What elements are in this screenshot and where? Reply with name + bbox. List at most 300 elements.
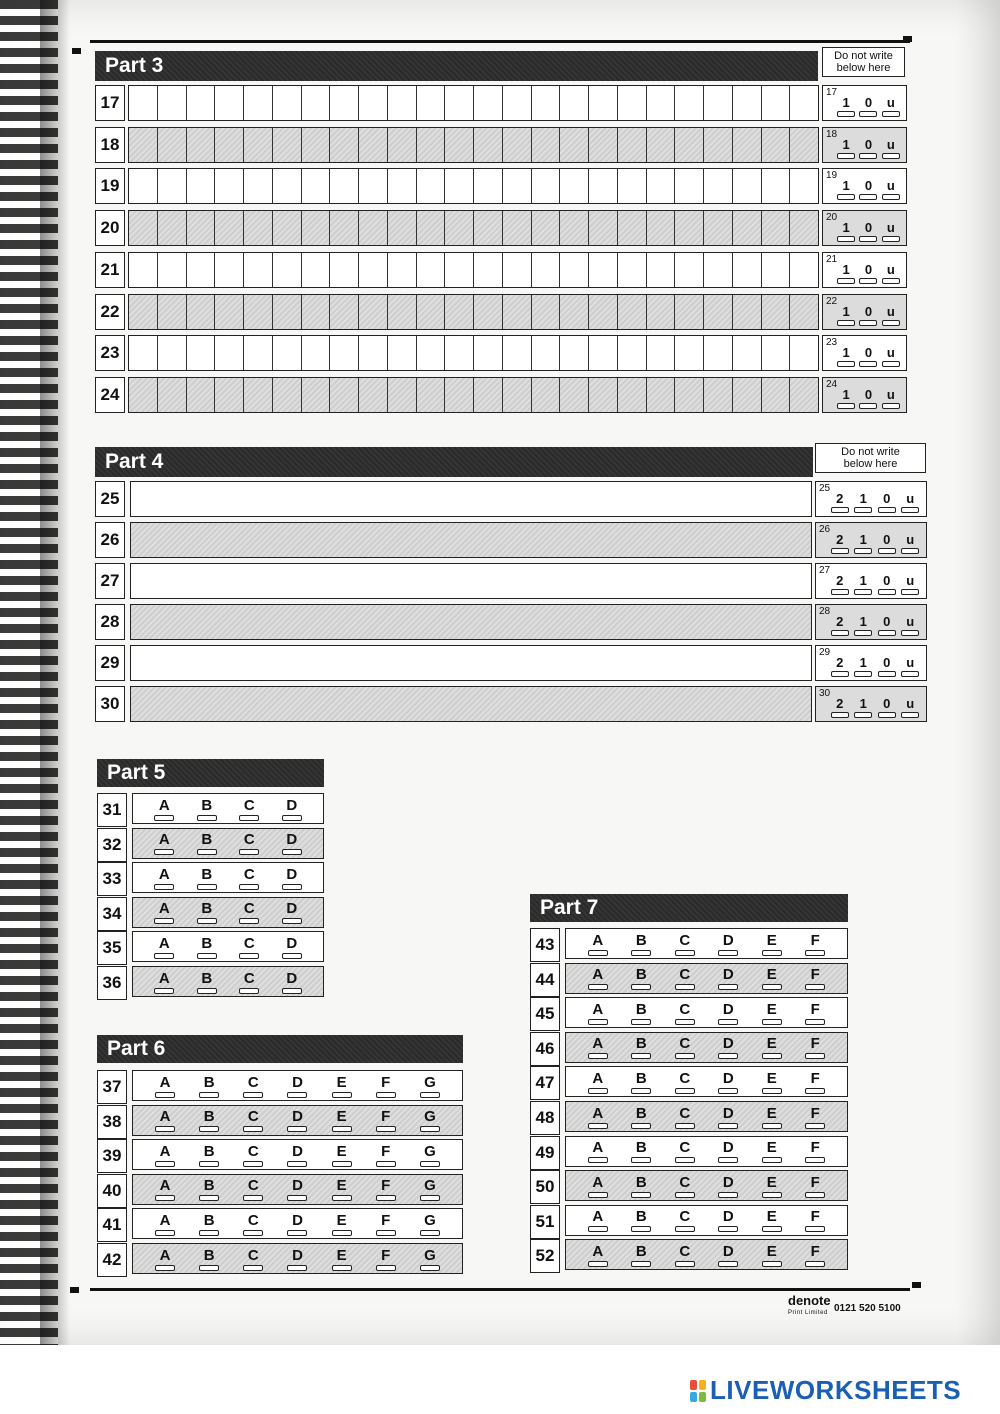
- letter-box[interactable]: [532, 86, 561, 120]
- choice-lozenge[interactable]: [154, 918, 174, 924]
- choice-lozenge[interactable]: [675, 1053, 695, 1059]
- written-answer-field[interactable]: [130, 645, 812, 681]
- letter-box[interactable]: [244, 169, 273, 203]
- choice-option[interactable]: [805, 932, 825, 956]
- choice-lozenge[interactable]: [762, 1019, 782, 1025]
- mark-option[interactable]: [878, 696, 896, 718]
- letter-box[interactable]: [704, 211, 733, 245]
- letter-box[interactable]: [330, 86, 359, 120]
- letter-box[interactable]: [273, 378, 302, 412]
- letter-box[interactable]: [244, 378, 273, 412]
- choice-lozenge[interactable]: [282, 815, 302, 821]
- choice-option[interactable]: [287, 1177, 307, 1201]
- choice-lozenge[interactable]: [675, 1019, 695, 1025]
- letter-box[interactable]: [445, 128, 474, 162]
- letter-box[interactable]: [618, 253, 647, 287]
- letter-box[interactable]: [244, 128, 273, 162]
- choice-lozenge[interactable]: [420, 1265, 440, 1271]
- choice-lozenge[interactable]: [376, 1195, 396, 1201]
- choice-lozenge[interactable]: [588, 1088, 608, 1094]
- letter-box[interactable]: [359, 253, 388, 287]
- choice-option[interactable]: [287, 1108, 307, 1132]
- choice-lozenge[interactable]: [588, 1019, 608, 1025]
- written-answer-field[interactable]: [130, 522, 812, 558]
- letter-box[interactable]: [790, 169, 818, 203]
- mark-option[interactable]: [831, 573, 849, 595]
- choice-lozenge[interactable]: [631, 1088, 651, 1094]
- letter-box[interactable]: [187, 295, 216, 329]
- mark-lozenge[interactable]: [882, 320, 900, 326]
- letter-box[interactable]: [302, 211, 331, 245]
- letter-box[interactable]: [388, 169, 417, 203]
- letter-box[interactable]: [790, 86, 818, 120]
- choice-option[interactable]: [243, 1108, 263, 1132]
- letter-box[interactable]: [790, 295, 818, 329]
- letter-box[interactable]: [762, 211, 791, 245]
- choice-option[interactable]: [154, 970, 174, 994]
- choice-option[interactable]: [762, 1174, 782, 1198]
- letter-box[interactable]: [532, 378, 561, 412]
- letter-box[interactable]: [330, 295, 359, 329]
- choice-lozenge[interactable]: [805, 1226, 825, 1232]
- choice-lozenge[interactable]: [199, 1126, 219, 1132]
- choice-option[interactable]: [197, 866, 217, 890]
- choice-option[interactable]: [588, 1070, 608, 1094]
- choice-lozenge[interactable]: [243, 1126, 263, 1132]
- letter-box[interactable]: [762, 169, 791, 203]
- choice-lozenge[interactable]: [675, 1088, 695, 1094]
- choice-option[interactable]: [762, 1070, 782, 1094]
- choice-option[interactable]: [332, 1247, 352, 1271]
- choice-lozenge[interactable]: [199, 1265, 219, 1271]
- choice-option[interactable]: [332, 1074, 352, 1098]
- choice-lozenge[interactable]: [197, 953, 217, 959]
- letter-box[interactable]: [790, 253, 818, 287]
- choice-option[interactable]: [631, 1070, 651, 1094]
- letter-box[interactable]: [187, 169, 216, 203]
- choice-lozenge[interactable]: [376, 1230, 396, 1236]
- mark-lozenge[interactable]: [831, 671, 849, 677]
- choice-lozenge[interactable]: [420, 1092, 440, 1098]
- choice-lozenge[interactable]: [762, 1226, 782, 1232]
- mark-option[interactable]: [859, 95, 877, 117]
- mark-lozenge[interactable]: [831, 712, 849, 718]
- letter-box[interactable]: [503, 378, 532, 412]
- choice-lozenge[interactable]: [631, 984, 651, 990]
- mark-option[interactable]: [859, 304, 877, 326]
- mark-option[interactable]: [837, 345, 855, 367]
- choice-lozenge[interactable]: [675, 950, 695, 956]
- choice-lozenge[interactable]: [282, 988, 302, 994]
- choice-option[interactable]: [718, 1139, 738, 1163]
- letter-box[interactable]: [675, 211, 704, 245]
- letter-box[interactable]: [733, 378, 762, 412]
- mark-lozenge[interactable]: [837, 320, 855, 326]
- choice-option[interactable]: [376, 1212, 396, 1236]
- letter-box[interactable]: [215, 128, 244, 162]
- letter-box[interactable]: [762, 128, 791, 162]
- letter-box[interactable]: [158, 336, 187, 370]
- letter-box[interactable]: [273, 86, 302, 120]
- choice-option[interactable]: [718, 1001, 738, 1025]
- choice-option[interactable]: [805, 1174, 825, 1198]
- choice-option[interactable]: [588, 966, 608, 990]
- mark-lozenge[interactable]: [878, 589, 896, 595]
- choice-lozenge[interactable]: [239, 988, 259, 994]
- mark-option[interactable]: [859, 178, 877, 200]
- choice-lozenge[interactable]: [762, 950, 782, 956]
- mark-option[interactable]: [859, 262, 877, 284]
- choice-lozenge[interactable]: [588, 1226, 608, 1232]
- letter-box[interactable]: [359, 295, 388, 329]
- mark-lozenge[interactable]: [882, 236, 900, 242]
- mark-lozenge[interactable]: [831, 507, 849, 513]
- choice-lozenge[interactable]: [588, 1192, 608, 1198]
- letter-box[interactable]: [445, 378, 474, 412]
- letter-box[interactable]: [560, 86, 589, 120]
- letter-box[interactable]: [589, 128, 618, 162]
- letter-box[interactable]: [675, 378, 704, 412]
- mark-option[interactable]: [837, 220, 855, 242]
- choice-option[interactable]: [243, 1074, 263, 1098]
- choice-option[interactable]: [588, 1035, 608, 1059]
- choice-lozenge[interactable]: [588, 1261, 608, 1267]
- choice-lozenge[interactable]: [243, 1161, 263, 1167]
- choice-option[interactable]: [243, 1247, 263, 1271]
- letter-box[interactable]: [704, 253, 733, 287]
- letter-box[interactable]: [359, 211, 388, 245]
- spelling-answer-row[interactable]: [128, 252, 819, 288]
- written-answer-field[interactable]: [130, 686, 812, 722]
- letter-box[interactable]: [445, 295, 474, 329]
- choice-lozenge[interactable]: [718, 1019, 738, 1025]
- letter-box[interactable]: [215, 211, 244, 245]
- choice-lozenge[interactable]: [243, 1195, 263, 1201]
- letter-box[interactable]: [532, 211, 561, 245]
- letter-box[interactable]: [675, 253, 704, 287]
- choice-option[interactable]: [282, 866, 302, 890]
- letter-box[interactable]: [187, 378, 216, 412]
- mark-lozenge[interactable]: [837, 236, 855, 242]
- mark-option[interactable]: [878, 573, 896, 595]
- choice-lozenge[interactable]: [588, 1053, 608, 1059]
- choice-lozenge[interactable]: [631, 1226, 651, 1232]
- mark-lozenge[interactable]: [882, 111, 900, 117]
- letter-box[interactable]: [187, 86, 216, 120]
- letter-box[interactable]: [417, 378, 446, 412]
- choice-lozenge[interactable]: [718, 1157, 738, 1163]
- choice-lozenge[interactable]: [243, 1230, 263, 1236]
- letter-box[interactable]: [733, 128, 762, 162]
- letter-box[interactable]: [359, 378, 388, 412]
- choice-option[interactable]: [805, 1105, 825, 1129]
- spelling-answer-row[interactable]: [128, 335, 819, 371]
- choice-lozenge[interactable]: [718, 1192, 738, 1198]
- choice-option[interactable]: [282, 831, 302, 855]
- choice-lozenge[interactable]: [631, 1053, 651, 1059]
- choice-option[interactable]: [420, 1143, 440, 1167]
- letter-box[interactable]: [187, 211, 216, 245]
- choice-option[interactable]: [199, 1074, 219, 1098]
- choice-lozenge[interactable]: [805, 984, 825, 990]
- mark-lozenge[interactable]: [854, 507, 872, 513]
- letter-box[interactable]: [503, 86, 532, 120]
- choice-option[interactable]: [199, 1108, 219, 1132]
- choice-option[interactable]: [718, 1208, 738, 1232]
- letter-box[interactable]: [388, 253, 417, 287]
- mark-lozenge[interactable]: [859, 403, 877, 409]
- choice-lozenge[interactable]: [805, 1053, 825, 1059]
- choice-option[interactable]: [282, 797, 302, 821]
- mark-lozenge[interactable]: [831, 589, 849, 595]
- choice-lozenge[interactable]: [675, 1123, 695, 1129]
- mark-option[interactable]: [882, 262, 900, 284]
- spelling-answer-row[interactable]: [128, 168, 819, 204]
- letter-box[interactable]: [215, 253, 244, 287]
- mark-lozenge[interactable]: [878, 671, 896, 677]
- letter-box[interactable]: [560, 295, 589, 329]
- choice-lozenge[interactable]: [239, 918, 259, 924]
- letter-box[interactable]: [388, 378, 417, 412]
- choice-option[interactable]: [588, 1105, 608, 1129]
- choice-option[interactable]: [376, 1108, 396, 1132]
- letter-box[interactable]: [302, 378, 331, 412]
- choice-lozenge[interactable]: [154, 988, 174, 994]
- choice-lozenge[interactable]: [155, 1092, 175, 1098]
- letter-box[interactable]: [503, 128, 532, 162]
- choice-option[interactable]: [805, 1070, 825, 1094]
- choice-option[interactable]: [631, 1174, 651, 1198]
- mark-option[interactable]: [901, 491, 919, 513]
- letter-box[interactable]: [704, 295, 733, 329]
- letter-box[interactable]: [445, 336, 474, 370]
- letter-box[interactable]: [790, 378, 818, 412]
- mark-option[interactable]: [901, 614, 919, 636]
- choice-lozenge[interactable]: [631, 1192, 651, 1198]
- letter-box[interactable]: [302, 253, 331, 287]
- letter-box[interactable]: [503, 211, 532, 245]
- letter-box[interactable]: [388, 86, 417, 120]
- mark-lozenge[interactable]: [837, 153, 855, 159]
- choice-option[interactable]: [155, 1212, 175, 1236]
- choice-lozenge[interactable]: [155, 1265, 175, 1271]
- choice-option[interactable]: [718, 1243, 738, 1267]
- choice-option[interactable]: [197, 935, 217, 959]
- choice-option[interactable]: [675, 1001, 695, 1025]
- letter-box[interactable]: [532, 295, 561, 329]
- mark-lozenge[interactable]: [859, 320, 877, 326]
- choice-lozenge[interactable]: [239, 815, 259, 821]
- mark-lozenge[interactable]: [878, 548, 896, 554]
- choice-lozenge[interactable]: [805, 950, 825, 956]
- choice-lozenge[interactable]: [588, 1157, 608, 1163]
- choice-option[interactable]: [588, 1001, 608, 1025]
- letter-box[interactable]: [158, 295, 187, 329]
- letter-box[interactable]: [733, 169, 762, 203]
- choice-option[interactable]: [718, 1105, 738, 1129]
- mark-lozenge[interactable]: [878, 630, 896, 636]
- letter-box[interactable]: [733, 86, 762, 120]
- letter-box[interactable]: [244, 295, 273, 329]
- mark-lozenge[interactable]: [831, 548, 849, 554]
- letter-box[interactable]: [215, 336, 244, 370]
- mark-option[interactable]: [878, 655, 896, 677]
- choice-lozenge[interactable]: [420, 1195, 440, 1201]
- choice-lozenge[interactable]: [155, 1126, 175, 1132]
- mark-lozenge[interactable]: [854, 671, 872, 677]
- choice-option[interactable]: [155, 1074, 175, 1098]
- letter-box[interactable]: [244, 336, 273, 370]
- choice-option[interactable]: [762, 1208, 782, 1232]
- choice-lozenge[interactable]: [675, 1192, 695, 1198]
- choice-option[interactable]: [675, 1139, 695, 1163]
- letter-box[interactable]: [532, 128, 561, 162]
- choice-option[interactable]: [155, 1247, 175, 1271]
- mark-option[interactable]: [901, 655, 919, 677]
- choice-lozenge[interactable]: [718, 1088, 738, 1094]
- mark-option[interactable]: [882, 178, 900, 200]
- letter-box[interactable]: [560, 128, 589, 162]
- choice-option[interactable]: [631, 1139, 651, 1163]
- choice-option[interactable]: [282, 970, 302, 994]
- mark-lozenge[interactable]: [854, 589, 872, 595]
- choice-lozenge[interactable]: [332, 1195, 352, 1201]
- choice-lozenge[interactable]: [718, 1123, 738, 1129]
- choice-lozenge[interactable]: [588, 1123, 608, 1129]
- letter-box[interactable]: [647, 253, 676, 287]
- letter-box[interactable]: [273, 253, 302, 287]
- letter-box[interactable]: [589, 336, 618, 370]
- choice-lozenge[interactable]: [197, 988, 217, 994]
- letter-box[interactable]: [388, 128, 417, 162]
- letter-box[interactable]: [244, 86, 273, 120]
- mark-option[interactable]: [882, 387, 900, 409]
- letter-box[interactable]: [733, 336, 762, 370]
- letter-box[interactable]: [359, 169, 388, 203]
- letter-box[interactable]: [762, 86, 791, 120]
- letter-box[interactable]: [675, 336, 704, 370]
- letter-box[interactable]: [445, 86, 474, 120]
- choice-lozenge[interactable]: [155, 1230, 175, 1236]
- letter-box[interactable]: [129, 336, 158, 370]
- mark-lozenge[interactable]: [901, 671, 919, 677]
- choice-option[interactable]: [588, 1139, 608, 1163]
- choice-option[interactable]: [718, 1174, 738, 1198]
- mark-option[interactable]: [859, 137, 877, 159]
- choice-option[interactable]: [805, 1208, 825, 1232]
- mark-lozenge[interactable]: [837, 403, 855, 409]
- choice-option[interactable]: [376, 1247, 396, 1271]
- letter-box[interactable]: [704, 86, 733, 120]
- mark-option[interactable]: [882, 220, 900, 242]
- letter-box[interactable]: [560, 378, 589, 412]
- letter-box[interactable]: [474, 169, 503, 203]
- letter-box[interactable]: [503, 169, 532, 203]
- letter-box[interactable]: [618, 336, 647, 370]
- choice-option[interactable]: [197, 900, 217, 924]
- choice-option[interactable]: [154, 935, 174, 959]
- choice-option[interactable]: [287, 1074, 307, 1098]
- letter-box[interactable]: [503, 336, 532, 370]
- letter-box[interactable]: [244, 211, 273, 245]
- choice-lozenge[interactable]: [199, 1230, 219, 1236]
- letter-box[interactable]: [388, 295, 417, 329]
- letter-box[interactable]: [589, 169, 618, 203]
- letter-box[interactable]: [359, 128, 388, 162]
- choice-lozenge[interactable]: [243, 1092, 263, 1098]
- mark-lozenge[interactable]: [837, 194, 855, 200]
- letter-box[interactable]: [158, 128, 187, 162]
- mark-option[interactable]: [878, 614, 896, 636]
- choice-option[interactable]: [675, 1035, 695, 1059]
- mark-lozenge[interactable]: [859, 278, 877, 284]
- letter-box[interactable]: [129, 378, 158, 412]
- letter-box[interactable]: [560, 211, 589, 245]
- choice-lozenge[interactable]: [718, 1226, 738, 1232]
- choice-option[interactable]: [332, 1212, 352, 1236]
- letter-box[interactable]: [474, 295, 503, 329]
- choice-option[interactable]: [197, 831, 217, 855]
- choice-lozenge[interactable]: [588, 984, 608, 990]
- letter-box[interactable]: [417, 169, 446, 203]
- mark-option[interactable]: [831, 491, 849, 513]
- choice-lozenge[interactable]: [762, 1157, 782, 1163]
- choice-lozenge[interactable]: [282, 953, 302, 959]
- letter-box[interactable]: [647, 86, 676, 120]
- letter-box[interactable]: [560, 169, 589, 203]
- choice-option[interactable]: [239, 935, 259, 959]
- choice-lozenge[interactable]: [287, 1126, 307, 1132]
- choice-lozenge[interactable]: [155, 1161, 175, 1167]
- choice-lozenge[interactable]: [718, 1053, 738, 1059]
- mark-option[interactable]: [859, 387, 877, 409]
- letter-box[interactable]: [762, 295, 791, 329]
- choice-option[interactable]: [762, 932, 782, 956]
- choice-lozenge[interactable]: [155, 1195, 175, 1201]
- mark-lozenge[interactable]: [882, 403, 900, 409]
- choice-option[interactable]: [282, 900, 302, 924]
- letter-box[interactable]: [330, 378, 359, 412]
- choice-option[interactable]: [239, 900, 259, 924]
- letter-box[interactable]: [618, 378, 647, 412]
- letter-box[interactable]: [675, 169, 704, 203]
- spelling-answer-row[interactable]: [128, 377, 819, 413]
- choice-option[interactable]: [287, 1247, 307, 1271]
- choice-lozenge[interactable]: [805, 1192, 825, 1198]
- mark-lozenge[interactable]: [901, 589, 919, 595]
- letter-box[interactable]: [474, 128, 503, 162]
- choice-option[interactable]: [675, 1105, 695, 1129]
- mark-lozenge[interactable]: [859, 194, 877, 200]
- letter-box[interactable]: [647, 295, 676, 329]
- choice-lozenge[interactable]: [243, 1265, 263, 1271]
- letter-box[interactable]: [618, 169, 647, 203]
- choice-lozenge[interactable]: [675, 1226, 695, 1232]
- choice-option[interactable]: [155, 1177, 175, 1201]
- mark-lozenge[interactable]: [878, 507, 896, 513]
- letter-box[interactable]: [129, 128, 158, 162]
- choice-option[interactable]: [239, 831, 259, 855]
- mark-option[interactable]: [837, 178, 855, 200]
- choice-option[interactable]: [199, 1143, 219, 1167]
- letter-box[interactable]: [532, 169, 561, 203]
- choice-lozenge[interactable]: [282, 918, 302, 924]
- letter-box[interactable]: [474, 378, 503, 412]
- letter-box[interactable]: [474, 86, 503, 120]
- mark-lozenge[interactable]: [854, 712, 872, 718]
- choice-lozenge[interactable]: [287, 1230, 307, 1236]
- letter-box[interactable]: [589, 211, 618, 245]
